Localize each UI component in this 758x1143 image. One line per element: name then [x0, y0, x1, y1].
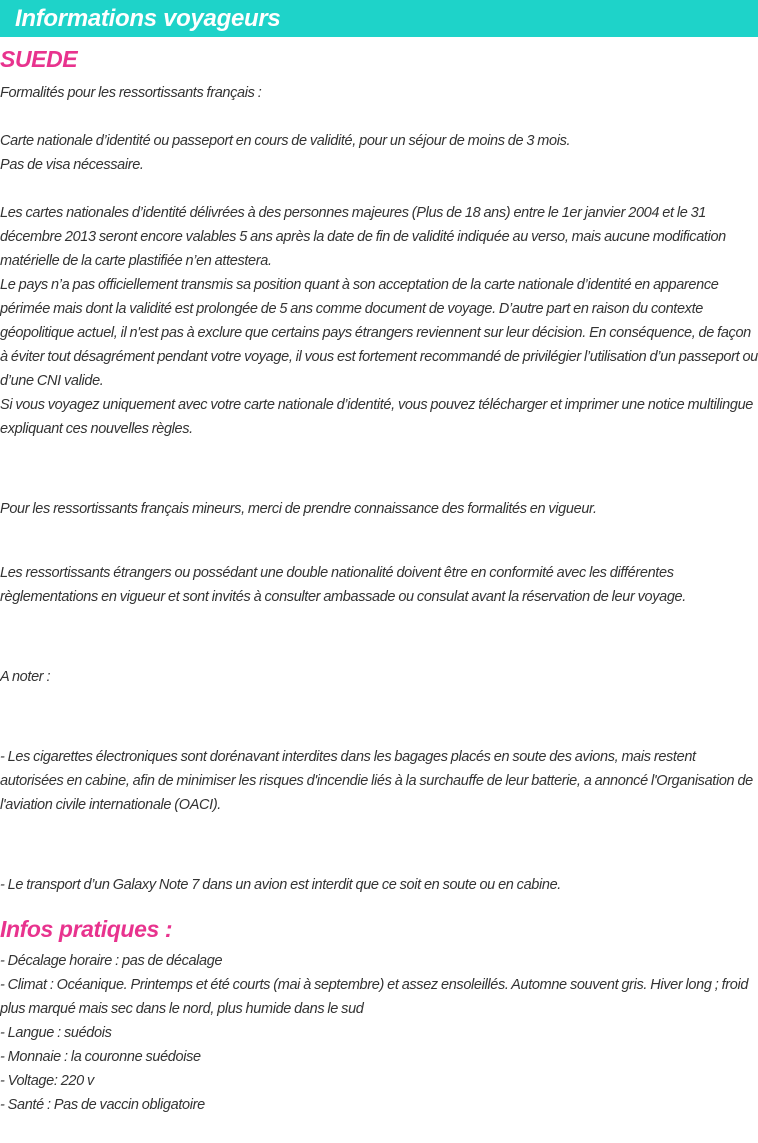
main-content: [0, 37, 758, 1117]
practical-heading: Infos pratiques :: [0, 916, 173, 942]
list-item: - Climat : Océanique. Printemps et été courts (mai à septembre) et assez ensoleillés. Automne souvent gris. Hiver long ; froid plus marqué mais sec dans le nord, plus humide dans le sud: [0, 977, 749, 1017]
note-label: A noter :: [0, 669, 51, 685]
formalities-paragraph-2: Le pays n’a pas officiellement transmis sa position quant à son acceptation de la carte nationale d’identité en apparence périmée mais dont la validité est prolongée de 5 ans comme document de voyage. D’autre part en raison du contexte géopolitique actuel, il n'est pas à exclure que certains pays étrangers reviennent sur leur décision. En conséquence, de façon à éviter tout désagrément pendant votre voyage, il vous est fortement recommandé de privilégier l’utilisation d’un passeport ou d’une CNI valide.: [0, 277, 758, 389]
note-ecigarettes: - Les cigarettes électroniques sont dorénavant interdites dans les bagages placés en soute des avions, mais restent autorisées en cabine, afin de minimiser les risques d'incendie liés à la surchauffe de leur batterie, a annoncé l'Organisation de l'aviation civile internationale (OACI).: [0, 749, 753, 813]
list-item: - Monnaie : la couronne suédoise: [0, 1049, 201, 1065]
list-item: - Santé : Pas de vaccin obligatoire: [0, 1097, 205, 1113]
minors-paragraph: Pour les ressortissants français mineurs, merci de prendre connaissance des formalités en vigueur.: [0, 501, 597, 517]
formalities-line-1: Carte nationale d’identité ou passeport en cours de validité, pour un séjour de moins de 3 mois.: [0, 133, 571, 149]
formalities-paragraph-3: Si vous voyagez uniquement avec votre carte nationale d’identité, vous pouvez télécharger et imprimer une notice multilingue expliquant ces nouvelles règles.: [0, 397, 753, 437]
practical-list: [0, 949, 758, 1117]
list-item: - Décalage horaire : pas de décalage: [0, 953, 223, 969]
list-item: - Langue : suédois: [0, 1025, 112, 1041]
header-title: Informations voyageurs: [15, 5, 281, 32]
formalities-paragraph-1: Les cartes nationales d’identité délivrées à des personnes majeures (Plus de 18 ans) entre le 1er janvier 2004 et le 31 décembre 2013 seront encore valables 5 ans après la date de fin de validité indiquée au verso, mais aucune modification matérielle de la carte plastifiée n’en attestera.: [0, 205, 726, 269]
list-item: - Voltage: 220 v: [0, 1073, 94, 1089]
foreigners-paragraph: Les ressortissants étrangers ou possédant une double nationalité doivent être en conformité avec les différentes règlementations en vigueur et sont invités à consulter ambassade ou consulat avant la réservation de leur voyage.: [0, 565, 686, 605]
formalities-intro: Formalités pour les ressortissants français :: [0, 85, 262, 101]
note-galaxy: - Le transport d’un Galaxy Note 7 dans un avion est interdit que ce soit en soute ou en cabine.: [0, 877, 561, 893]
country-heading: SUEDE: [0, 46, 78, 72]
header-banner: [0, 0, 758, 37]
formalities-line-2: Pas de visa nécessaire.: [0, 157, 144, 173]
